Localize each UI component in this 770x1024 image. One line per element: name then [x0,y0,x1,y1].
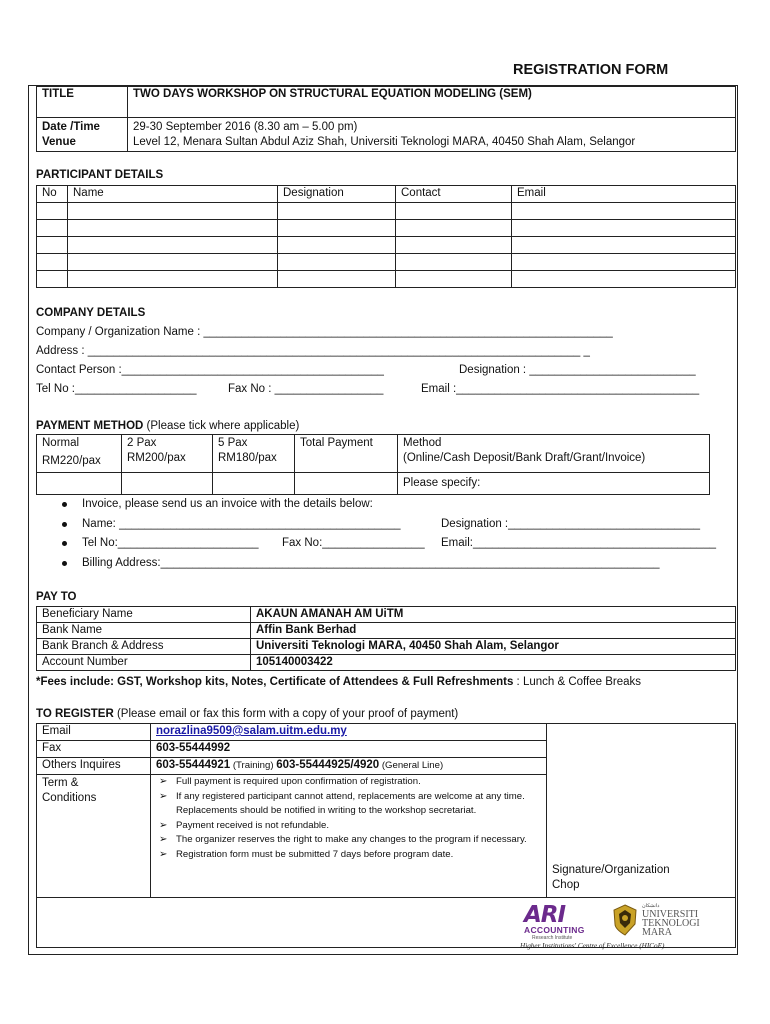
pax2-label: 2 Pax [127,437,157,449]
terms-label: Term & [42,777,79,789]
reg-email-label: Email [37,724,151,741]
pax2-price: RM200/pax [127,452,186,464]
register-heading: TO REGISTER (Please email or fax this form with a copy of your proof of payment) [36,708,459,720]
participant-row[interactable] [37,220,736,237]
payto-value: Universiti Teknologi MARA, 40450 Shah Alam, Selangor [251,639,736,655]
title-value: TWO DAYS WORKSHOP ON STRUCTURAL EQUATION MODELING (SEM) [128,87,736,118]
ari-research: Research Institute [532,935,573,941]
address-field[interactable]: Address : _____________________________________________________________________________ _ [36,345,590,357]
tel-field[interactable]: Tel No :___________________ [36,383,197,395]
date-label: Date /Time [42,121,100,133]
normal-price: RM220/pax [42,455,101,467]
participant-table [36,185,736,288]
ari-logo: ARI [524,902,566,928]
invoice-tel-field[interactable]: Tel No:______________________ [82,537,259,549]
pax2-checkbox[interactable] [122,473,213,495]
email-field[interactable]: Email :______________________________________ [421,383,700,395]
payto-value: 105140003422 [251,655,736,671]
ari-accounting: ACCOUNTING [524,925,585,935]
uitm-crest-icon [612,904,638,936]
fax-field[interactable]: Fax No : _________________ [228,383,384,395]
normal-checkbox[interactable] [37,473,122,495]
total-payment-cell[interactable] [295,473,398,495]
payto-value: AKAUN AMANAH AM UiTM [251,607,736,623]
pax5-label: 5 Pax [218,437,248,449]
payto-table [36,606,736,671]
participant-row[interactable] [37,254,736,271]
register-table: Email norazlina9509@salam.uitm.edu.my Signature/Organization Chop Fax 603-55444992 Others Inquires 603-55444921 (Training) 603-55444925/4920 (General Line) Term & Conditions ➢ Full payment is required upon confirmation of registration. ➢ If any registered participant cannot attend, replacements are welcome at any time. Replacements should be notified in writing to the workshop secretariat. ➢ Payment received is not refundable. ➢ The organizer reserves the right to make any changes to the program if necessary. ➢ Registration form must be submitted 7 days before program date. [36,723,736,948]
condition-item: ➢ Full payment is required upon confirmation of registration. [156,775,540,790]
event-info-table [36,86,736,152]
payto-label: Bank Name [37,623,251,639]
invoice-list [36,495,736,573]
participant-row[interactable] [37,203,736,220]
designation-field[interactable]: Designation : __________________________ [459,364,696,376]
fees-note: *Fees include: GST, Workshop kits, Notes, Certificate of Attendees & Full Refreshments : Lunch & Coffee Breaks [36,676,641,688]
reg-fax-label: Fax [37,741,151,758]
condition-item: ➢ If any registered participant cannot attend, replacements are welcome at any time. Replacements should be notified in writing to the workshop secretariat. [156,790,540,819]
total-label: Total Payment [295,435,398,473]
signature-label: Signature/Organization Chop [552,864,670,891]
reg-email-link[interactable]: norazlina9509@salam.uitm.edu.my [156,725,347,737]
payment-table [36,434,710,495]
contact-person-field[interactable]: Contact Person :_________________________________________ [36,364,384,376]
col-no: No [37,186,68,203]
method-label: Method [403,437,442,449]
invoice-designation-field[interactable]: Designation :______________________________ [441,517,700,530]
payto-label: Beneficiary Name [37,607,251,623]
col-name: Name [68,186,278,203]
reg-inq-value: 603-55444921 (Training) 603-55444925/4920 (General Line) [151,758,547,775]
reg-inq-label: Others Inquires [37,758,151,775]
invoice-email-field[interactable]: Email:______________________________________ [441,537,716,549]
col-designation: Designation [278,186,396,203]
condition-item: ➢ Registration form must be submitted 7 days before program date. [156,848,540,863]
invoice-fax-field[interactable]: Fax No:________________ [282,537,425,549]
participant-row[interactable] [37,237,736,254]
method-options: (Online/Cash Deposit/Bank Draft/Grant/Invoice) [403,452,646,464]
payment-heading: PAYMENT METHOD (Please tick where applicable) [36,420,300,432]
pax5-price: RM180/pax [218,452,277,464]
org-name-field[interactable]: Company / Organization Name : ________________________________________________________________ [36,326,613,338]
payto-label: Account Number [37,655,251,671]
billing-address-field[interactable]: Billing Address:______________________________________________________________________________ [36,554,736,574]
col-email: Email [512,186,736,203]
form-title: REGISTRATION FORM [513,62,669,78]
venue-value: Level 12, Menara Sultan Abdul Aziz Shah, Universiti Teknologi MARA, 40450 Shah Alam, Selangor [133,136,636,148]
conditions-list [156,775,540,863]
participant-heading: PARTICIPANT DETAILS [36,169,164,181]
payto-value: Affin Bank Berhad [251,623,736,639]
pax5-checkbox[interactable] [213,473,295,495]
payto-heading: PAY TO [36,591,77,603]
reg-fax-value: 603-55444992 [151,741,547,758]
logos: ARI ACCOUNTING Research Institute دانشكان UNIVERSITI TEKNOLOGI MARA Higher Institutions' Centre of Excellence (HICoE) [520,902,700,950]
title-label: TITLE [37,87,128,118]
hicoe-tagline: Higher Institutions' Centre of Excellence (HICoE) [520,942,665,950]
invoice-name-field[interactable]: Name: ____________________________________________ [82,517,401,530]
payto-label: Bank Branch & Address [37,639,251,655]
invoice-note: Invoice, please send us an invoice with the details below: [36,495,736,515]
condition-item: ➢ Payment received is not refundable. [156,819,540,834]
normal-label: Normal [42,437,80,449]
uitm-name: UNIVERSITI TEKNOLOGI MARA [642,909,700,938]
method-specify[interactable]: Please specify: [398,473,710,495]
condition-item: ➢ The organizer reserves the right to make any changes to the program if necessary. [156,833,540,848]
company-heading: COMPANY DETAILS [36,307,146,319]
col-contact: Contact [396,186,512,203]
venue-label: Venue [42,136,76,148]
date-value: 29-30 September 2016 (8.30 am – 5.00 pm) [133,121,358,133]
participant-row[interactable] [37,271,736,288]
